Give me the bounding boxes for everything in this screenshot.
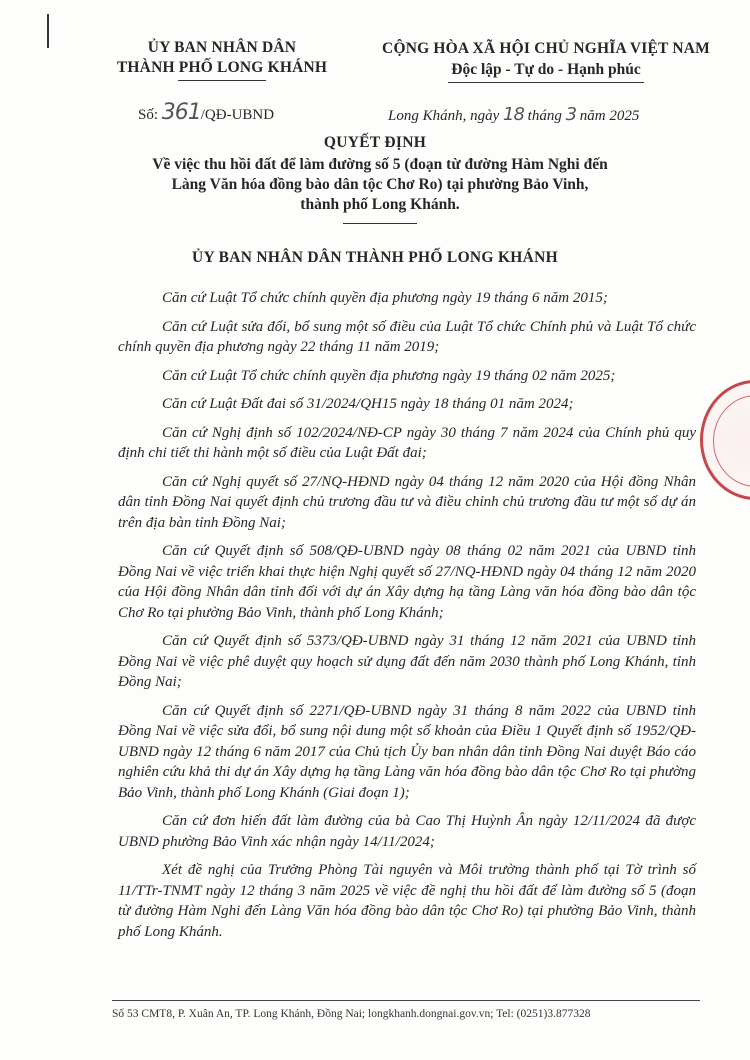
document-title: QUYẾT ĐỊNH <box>323 134 427 151</box>
footer-contact: Số 53 CMT8, P. Xuân An, TP. Long Khánh, Đồng Nai; longkhanh.dongnai.gov.vn; Tel: (0251)3.877328 <box>112 1008 591 1020</box>
legal-basis-paragraph: Căn cứ Quyết định số 2271/QĐ-UBND ngày 31 tháng 8 năm 2022 của UBND tỉnh Đồng Nai về việc sửa đổi, bổ sung nội dung một số khoản của Điều 1 Quyết định số 1952/QĐ-UBND ngày 12 tháng 6 năm 2017 của Chủ tịch Ủy ban nhân dân tỉnh Đồng Nai duyệt Báo cáo nghiên cứu khả thi dự án Xây dựng hạ tầng Làng văn hóa đồng bào dân tộc Chơ Ro tại phường Bảo Vinh, thành phố Long Khánh (Giai đoạn 1); <box>118 702 696 801</box>
subject-line-3: thành phố Long Khánh. <box>300 196 460 213</box>
subject-line-2: Làng Văn hóa đồng bào dân tộc Chơ Ro) tại phường Bảo Vinh, <box>171 176 589 193</box>
agency-line-2: THÀNH PHỐ LONG KHÁNH <box>116 59 328 76</box>
date-place: Long Khánh, ngày <box>388 108 500 124</box>
margin-mark <box>47 14 49 48</box>
doc-number-suffix: /QĐ-UBND <box>200 107 275 123</box>
document-subject <box>120 155 640 224</box>
date-day: 18 <box>503 104 524 125</box>
doc-number-handwritten: 361 <box>161 100 201 125</box>
legal-basis-paragraph: Căn cứ Quyết định số 508/QĐ-UBND ngày 08 tháng 02 năm 2021 của UBND tỉnh Đồng Nai về việc triển khai thực hiện Nghị quyết số 27/NQ-HĐND ngày 04 tháng 12 năm 2020 của Hội đồng Nhân dân tỉnh đối với dự án Xây dựng hạ tầng Làng văn hóa đồng bào dân tộc Chơ Ro tại phường Bảo Vinh, thành phố Long Khánh; <box>118 543 696 621</box>
legal-basis-paragraph: Căn cứ Luật sửa đổi, bổ sung một số điều của Luật Tổ chức Chính phủ và Luật Tổ chức chính quyền địa phương ngày 22 tháng 11 năm 2019; <box>118 318 696 355</box>
nation-header <box>356 38 736 83</box>
agency-line-1: ỦY BAN NHÂN DÂN <box>147 39 297 56</box>
nation-name: CỘNG HÒA XÃ HỘI CHỦ NGHĨA VIỆT NAM <box>382 40 710 57</box>
red-seal-stamp <box>700 380 750 500</box>
subject-line-1: Về việc thu hồi đất để làm đường số 5 (đoạn từ đường Hàm Nghi đến <box>152 156 608 173</box>
seal-inner-ring <box>713 395 750 487</box>
subject-underline <box>343 223 417 224</box>
agency-header <box>92 38 352 81</box>
date-month-word: tháng <box>527 108 562 124</box>
date-month: 3 <box>565 104 577 125</box>
legal-basis-paragraph: Căn cứ Luật Tổ chức chính quyền địa phương ngày 19 tháng 02 năm 2025; <box>162 367 616 384</box>
proposal-paragraph: Xét đề nghị của Trưởng Phòng Tài nguyên và Môi trường thành phố tại Tờ trình số 11/TTr-TNMT ngày 12 tháng 3 năm 2025 về việc đề nghị thu hồi đất để làm đường số 5 (đoạn từ đường Hàm Nghi đến Làng Văn hóa đồng bào dân tộc Chơ Ro) tại phường Bảo Vinh, thành phố Long Khánh. <box>118 862 696 940</box>
legal-basis-paragraph: Căn cứ Nghị định số 102/2024/NĐ-CP ngày 30 tháng 7 năm 2024 của Chính phủ quy định chi tiết thi hành một số điều của Luật Đất đai; <box>118 424 696 461</box>
footer-divider <box>112 1000 700 1001</box>
legal-basis-paragraph: Căn cứ đơn hiến đất làm đường của bà Cao Thị Huỳnh Ân ngày 12/11/2024 đã được UBND phường Bảo Vinh xác nhận ngày 14/11/2024; <box>118 813 696 850</box>
issuing-authority: ỦY BAN NHÂN DÂN THÀNH PHỐ LONG KHÁNH <box>191 249 559 266</box>
issue-date <box>388 104 639 125</box>
legal-basis-paragraph: Căn cứ Luật Đất đai số 31/2024/QH15 ngày 18 tháng 01 năm 2024; <box>162 396 574 412</box>
motto-underline <box>448 82 644 83</box>
document-body <box>118 288 696 950</box>
doc-number-prefix: Số: <box>138 107 159 123</box>
document-number <box>138 100 274 125</box>
legal-basis-paragraph: Căn cứ Luật Tổ chức chính quyền địa phương ngày 19 tháng 6 năm 2015; <box>162 290 608 306</box>
agency-underline <box>178 80 266 81</box>
legal-basis-paragraph: Căn cứ Quyết định số 5373/QĐ-UBND ngày 31 tháng 12 năm 2021 của UBND tỉnh Đồng Nai về việc phê duyệt quy hoạch sử dụng đất đến năm 2030 thành phố Long Khánh, tỉnh Đồng Nai; <box>118 633 696 690</box>
date-year: năm 2025 <box>579 108 640 124</box>
legal-basis-paragraph: Căn cứ Nghị quyết số 27/NQ-HĐND ngày 04 tháng 12 năm 2020 của Hội đồng Nhân dân tỉnh Đồng Nai quyết định chủ trương đầu tư và điều chỉnh chủ trương đầu tư một số dự án trên địa bàn tỉnh Đồng Nai; <box>118 473 696 531</box>
nation-motto: Độc lập - Tự do - Hạnh phúc <box>451 61 641 78</box>
